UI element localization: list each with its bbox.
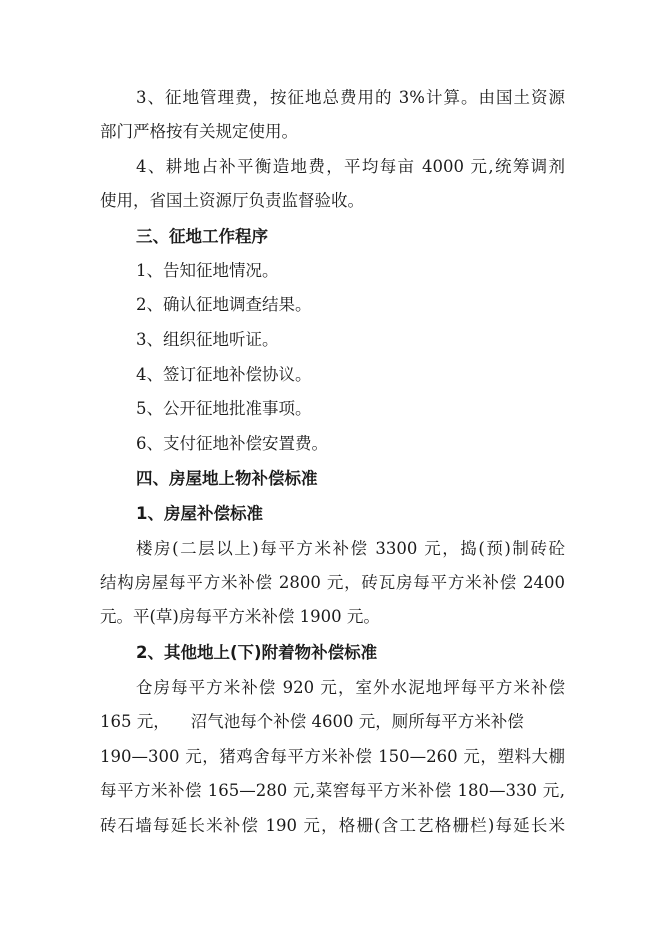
section-heading-compensation: 四、房屋地上物补偿标准: [136, 469, 318, 488]
paragraph-line: 结构房屋每平方米补偿 2800 元，砖瓦房每平方米补偿 2400: [100, 573, 565, 592]
subsection-heading-housing: 1、房屋补偿标准: [136, 504, 263, 523]
paragraph-line-farmland-fee: 4、耕地占补平衡造地费，平均每亩 4000 元,统筹调剂: [136, 157, 565, 176]
paragraph-line: 砖石墙每延长米补偿 190 元，格栅(含工艺格栅栏)每延长米: [100, 816, 565, 835]
paragraph-line: 使用，省国土资源厅负责监督验收。: [100, 191, 364, 210]
list-item: 5、公开征地批准事项。: [136, 399, 312, 418]
paragraph-line: 部门严格按有关规定使用。: [100, 122, 298, 141]
list-item: 6、支付征地补偿安置费。: [136, 434, 328, 453]
paragraph-line: 每平方米补偿 165—280 元,菜窖每平方米补偿 180—330 元,: [100, 781, 565, 800]
list-item: 1、告知征地情况。: [136, 261, 279, 280]
paragraph-line: 190—300 元，猪鸡舍每平方米补偿 150—260 元，塑料大棚: [100, 747, 565, 766]
paragraph-line-fee-management: 3、征地管理费，按征地总费用的 3%计算。由国土资源: [136, 88, 565, 107]
paragraph-line: 165 元， 沼气池每个补偿 4600 元，厕所每平方米补偿: [100, 712, 524, 731]
paragraph-line: 元。平(草)房每平方米补偿 1900 元。: [100, 607, 380, 626]
subsection-heading-attachments: 2、其他地上(下)附着物补偿标准: [136, 643, 378, 662]
list-item: 4、签订征地补偿协议。: [136, 365, 312, 384]
list-item: 3、组织征地听证。: [136, 330, 279, 349]
paragraph-line-housing: 楼房(二层以上)每平方米补偿 3300 元，捣(预)制砖砼: [136, 539, 565, 558]
section-heading-procedure: 三、征地工作程序: [136, 227, 268, 246]
paragraph-line-attachments: 仓房每平方米补偿 920 元，室外水泥地坪每平方米补偿: [136, 678, 565, 697]
list-item: 2、确认征地调查结果。: [136, 295, 312, 314]
